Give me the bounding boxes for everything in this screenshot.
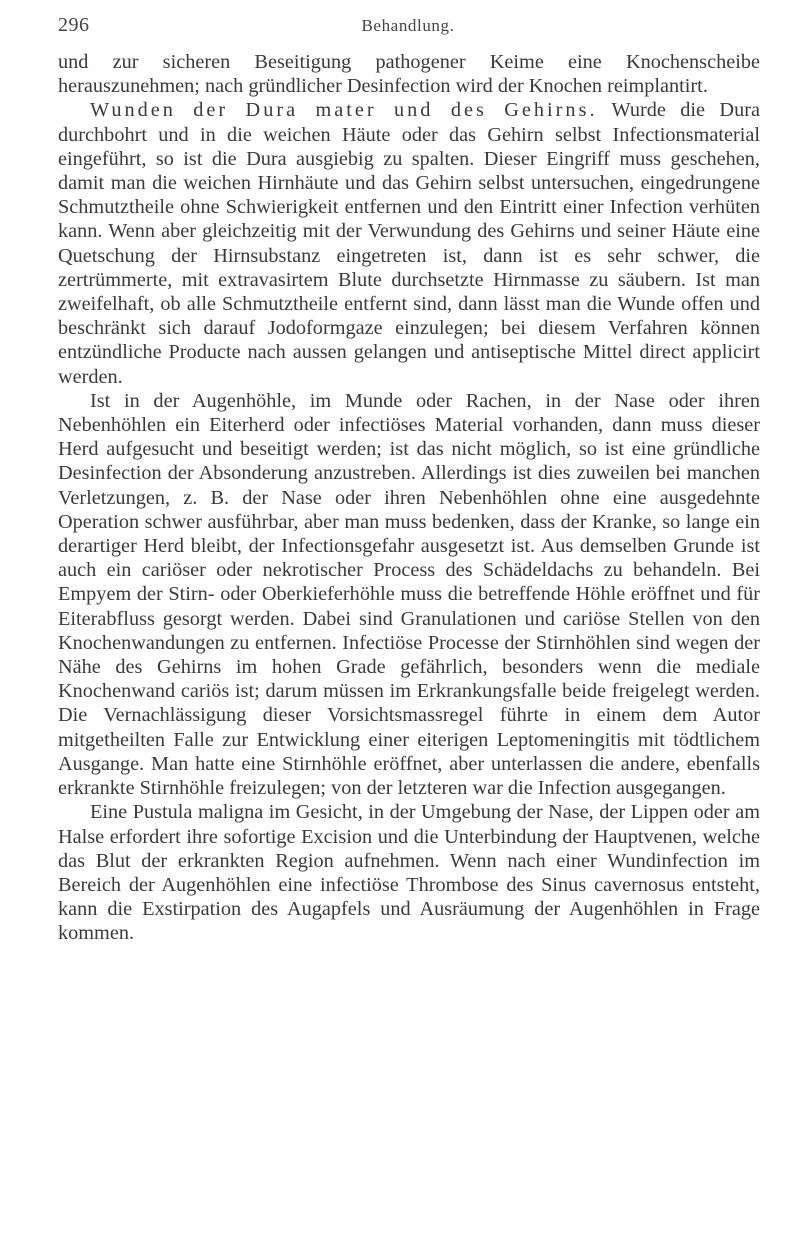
paragraph-dura-wounds bbox=[58, 98, 760, 388]
body-text bbox=[58, 50, 760, 946]
paragraph-pustula: Eine Pustula maligna im Gesicht, in der Umgebung der Nase, der Lippen oder am Halse erfordert ihre sofortige Excision und die Unterbindung der Hauptvenen, welche das Blut der erkrankten Region aufnehmen. Wenn nach einer Wundinfection im Bereich der Augenhöhlen eine infectiöse Thrombose des Sinus cavernosus entsteht, kann die Exstirpation des Augapfels und Ausräumung der Augenhöhlen in Frage kommen. bbox=[58, 801, 760, 945]
page-number: 296 bbox=[58, 14, 90, 36]
paragraph-text: Wurde die Dura durchbohrt und in die weichen Häute oder das Gehirn selbst Infectionsmaterial eingeführt, so ist die Dura ausgiebig zu spalten. Dieser Eingriff muss geschehen, damit man die weichen Hirnhäute und das Gehirn selbst untersuchen, eingedrungene Schmutztheile ohne Schwierigkeit entfernen und den Eintritt einer Infection verhüten kann. Wenn aber gleichzeitig mit der Verwundung des Gehirns und seiner Häute eine Quetschung der Hirnsubstanz eingetreten ist, dann ist es sehr schwer, die zertrümmerte, mit extravasirtem Blute durchsetzte Hirnmasse zu säubern. Ist man zweifelhaft, ob alle Schmutztheile entfernt sind, dann lässt man die Wunde offen und beschränkt sich darauf Jodoformgaze einzulegen; bei diesem Verfahren können entzündliche Producte nach aussen gelangen und antiseptische Mittel direct applicirt werden. bbox=[58, 99, 760, 388]
paragraph-eiterherd: Ist in der Augenhöhle, im Munde oder Rachen, in der Nase oder ihren Nebenhöhlen ein Eiterherd oder infectiöses Material vorhanden, dann muss dieser Herd aufgesucht und beseitigt werden; ist das nicht möglich, so ist eine gründliche Desinfection der Absonderung anzustreben. Allerdings ist dies zuweilen bei manchen Verletzungen, z. B. der Nase oder ihren Nebenhöhlen ohne eine ausgedehnte Operation schwer ausführbar, aber man muss bedenken, dass der Kranke, so lange ein derartiger Herd bleibt, der Infectionsgefahr ausgesetzt ist. Aus demselben Grunde ist auch ein cariöser oder nekrotischer Process des Schädeldachs zu behandeln. Bei Empyem der Stirn- oder Oberkieferhöhle muss die betreffende Höhle eröffnet und für Eiterabfluss gesorgt werden. Dabei sind Granulationen und cariöse Stellen von den Knochenwandungen zu entfernen. Infectiöse Processe der Stirnhöhlen sind wegen der Nähe des Gehirns im hohen Grade gefährlich, besonders wenn die mediale Knochenwand cariös ist; darum müssen im Erkrankungsfalle beide freigelegt werden. Die Vernachlässigung dieser Vorsichtsmassregel führte in einem dem Autor mitgetheilten Falle zur Entwicklung einer eiterigen Leptomeningitis mit tödtlichem Ausgange. Man hatte eine Stirnhöhle eröffnet, aber unterlassen die andere, ebenfalls erkrankte Stirnhöhle freizulegen; von der letzteren war die Infection ausgegangen. bbox=[58, 389, 760, 800]
running-title: Behandlung. bbox=[361, 16, 455, 35]
paragraph-continuation: und zur sicheren Beseitigung pathogener Keime eine Knochenscheibe herauszunehmen; nach gründlicher Desinfection wird der Knochen reimplantirt. bbox=[58, 51, 760, 98]
section-heading: Wunden der Dura mater und des Gehirns. bbox=[90, 99, 598, 122]
page-header bbox=[58, 14, 758, 40]
